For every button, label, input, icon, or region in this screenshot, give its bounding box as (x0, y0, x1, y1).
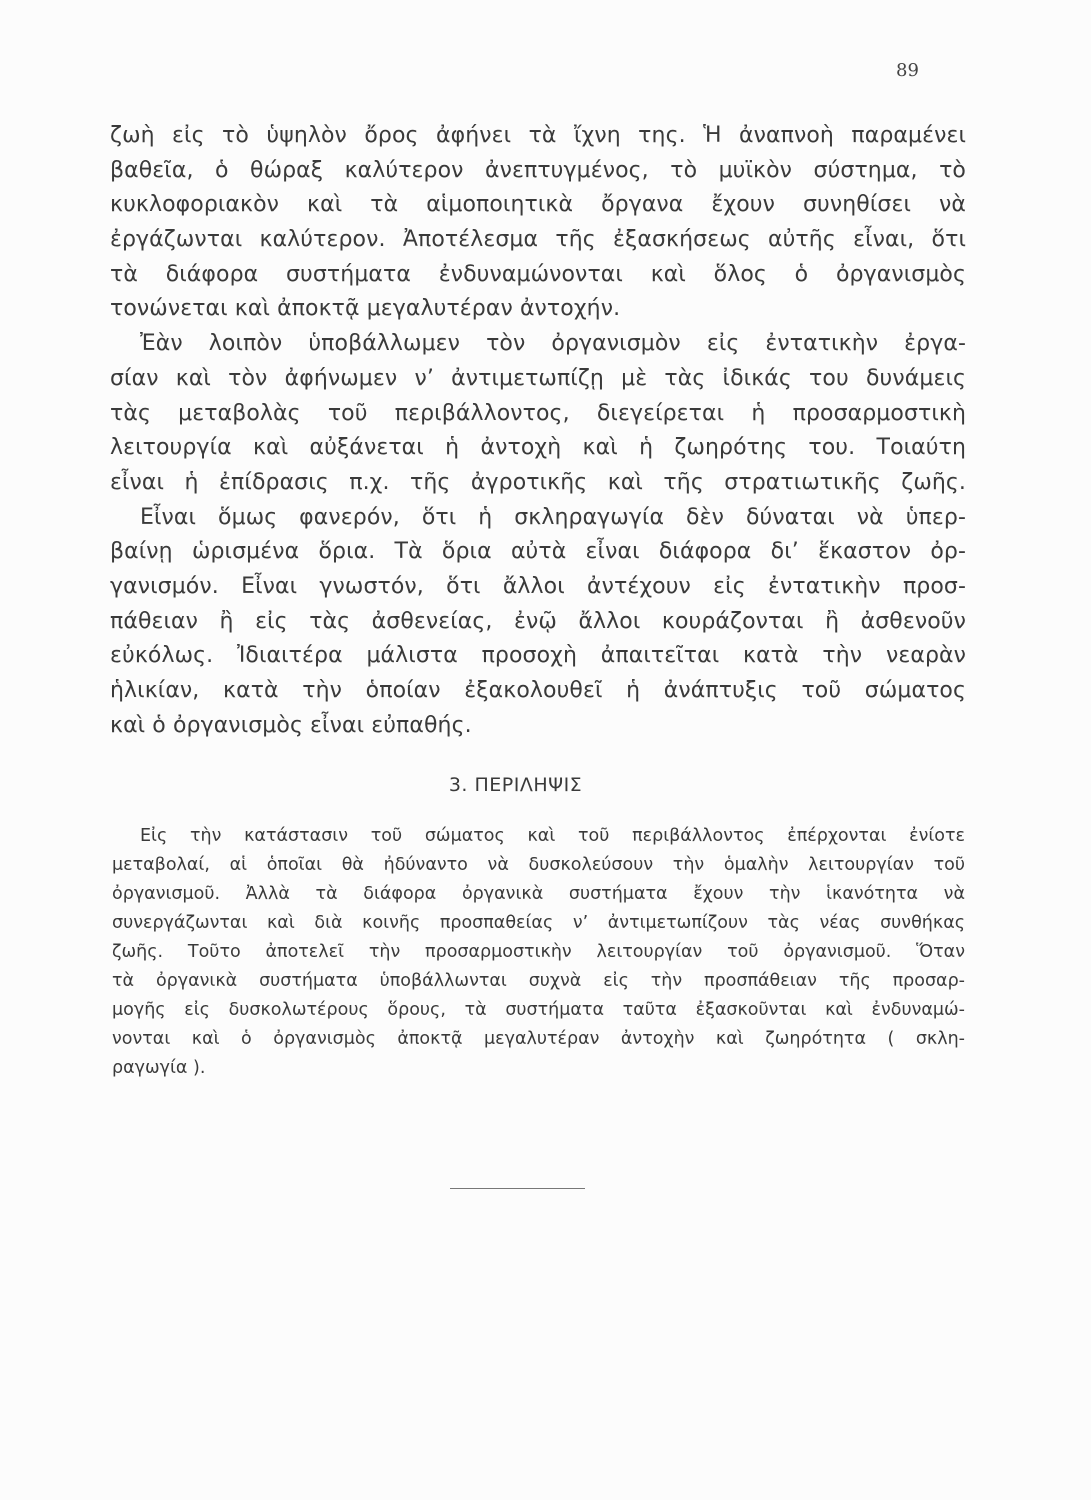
summary-line: συνεργάζωνται καὶ διὰ κοινῆς προσπαθείας ν’ ἀντιμετωπίζουν τὰς νέας συνθήκας (112, 913, 965, 933)
text-line: πάθειαν ἢ εἰς τὰς ἀσθενείας, ἐνῷ ἄλλοι κουράζονται ἢ ἀσθενοῦν (110, 608, 966, 634)
summary-line: μεταβολαί, αἱ ὁποῖαι θὰ ἠδύναντο νὰ δυσκολεύσουν τὴν ὁμαλὴν λειτουργίαν τοῦ (112, 855, 965, 875)
summary-line: ζωῆς. Τοῦτο ἀποτελεῖ τὴν προσαρμοστικὴν λειτουργίαν τοῦ ὀργανισμοῦ. Ὅταν (112, 942, 965, 962)
section-heading (0, 774, 1091, 796)
page-number: 89 (896, 60, 919, 81)
text-line: σίαν καὶ τὸν ἀφήνωμεν ν’ ἀντιμετωπίζῃ μὲ τὰς ἰδικάς του δυνάμεις (110, 365, 966, 391)
text-line: ἐργάζωνται καλύτερον. Ἀποτέλεσμα τῆς ἐξασκήσεως αὐτῆς εἶναι, ὅτι (110, 227, 966, 253)
end-rule-divider (450, 1188, 585, 1189)
summary-line: Εἰς τὴν κατάστασιν τοῦ σώματος καὶ τοῦ περιβάλλοντος ἐπέρχονται ἐνίοτε (140, 826, 965, 846)
paragraph-3 (110, 501, 966, 744)
summary-line: νονται καὶ ὁ ὀργανισμὸς ἀποκτᾷ μεγαλυτέραν ἀντοχὴν καὶ ζωηρότητα ( σκλη- (112, 1029, 965, 1049)
text-line: Ἐὰν λοιπὸν ὑποβάλλωμεν τὸν ὀργανισμὸν εἰς ἐντατικὴν ἐργα- (140, 331, 966, 357)
text-line: βαίνῃ ὡρισμένα ὅρια. Τὰ ὅρια αὐτὰ εἶναι διάφορα δι’ ἕκαστον ὀρ- (110, 539, 966, 565)
section-heading-text: 3. ΠΕΡΙΛΗΨΙΣ (448, 774, 583, 796)
text-line: εἶναι ἡ ἐπίδρασις π.χ. τῆς ἀγροτικῆς καὶ τῆς στρατιωτικῆς ζωῆς. (110, 469, 966, 495)
text-line: καὶ ὁ ὀργανισμὸς εἶναι εὐπαθής. (110, 712, 472, 738)
text-line: γανισμόν. Εἶναι γνωστόν, ὅτι ἄλλοι ἀντέχουν εἰς ἐντατικὴν προσ- (110, 573, 966, 599)
summary-line: ὀργανισμοῦ. Ἀλλὰ τὰ διάφορα ὀργανικὰ συστήματα ἔχουν τὴν ἱκανότητα νὰ (112, 884, 965, 904)
text-line: ζωὴ εἰς τὸ ὑψηλὸν ὄρος ἀφήνει τὰ ἴχνη της. Ἡ ἀναπνοὴ παραμένει (110, 123, 966, 148)
text-line: βαθεῖα, ὁ θώραξ καλύτερον ἀνεπτυγμένος, τὸ μυϊκὸν σύστημα, τὸ (110, 157, 966, 183)
text-line: τὰ διάφορα συστήματα ἐνδυναμώνονται καὶ ὅλος ὁ ὀργανισμὸς (110, 261, 966, 287)
body-text (110, 119, 966, 743)
text-line: εὐκόλως. Ἰδιαιτέρα μάλιστα προσοχὴ ἀπαιτεῖται κατὰ τὴν νεαρὰν (110, 643, 966, 669)
text-line: τονώνεται καὶ ἀποκτᾷ μεγαλυτέραν ἀντοχήν. (110, 296, 621, 322)
summary-line: μογῆς εἰς δυσκολωτέρους ὅρους, τὰ συστήματα ταῦτα ἐξασκοῦνται καὶ ἐνδυναμώ- (112, 1000, 965, 1020)
summary-paragraph (112, 822, 965, 1083)
text-line: κυκλοφοριακὸν καὶ τὰ αἱμοποιητικὰ ὄργανα ἔχουν συνηθίσει νὰ (110, 192, 966, 218)
paragraph-2 (110, 327, 966, 500)
summary-line: τὰ ὀργανικὰ συστήματα ὑποβάλλωνται συχνὰ εἰς τὴν προσπάθειαν τῆς προσαρ- (112, 971, 965, 991)
text-line: ἡλικίαν, κατὰ τὴν ὁποίαν ἐξακολουθεῖ ἡ ἀνάπτυξις τοῦ σώματος (110, 678, 966, 703)
text-line: Εἶναι ὅμως φανερόν, ὅτι ἡ σκληραγωγία δὲν δύναται νὰ ὑπερ- (140, 504, 966, 530)
text-line: τὰς μεταβολὰς τοῦ περιβάλλοντος, διεγείρεται ἡ προσαρμοστικὴ (110, 400, 966, 426)
paragraph-1 (110, 119, 966, 327)
text-line: λειτουργία καὶ αὐξάνεται ἡ ἀντοχὴ καὶ ἡ ζωηρότης του. Τοιαύτη (110, 435, 966, 461)
summary-line: ραγωγία ). (112, 1058, 206, 1078)
